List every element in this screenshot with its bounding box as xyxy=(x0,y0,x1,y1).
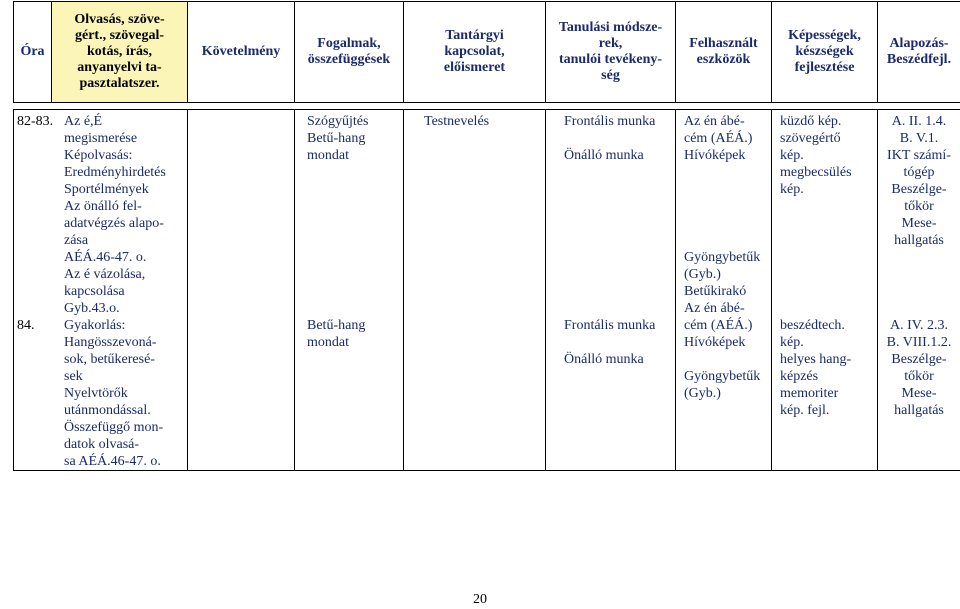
page-number: 20 xyxy=(473,592,487,607)
header-kovetelmeny: Követelmény xyxy=(188,2,295,103)
header-eszkozok: Felhasznált eszközök xyxy=(676,2,772,103)
header-ora: Óra xyxy=(14,2,52,103)
lesson-number-84: 84. xyxy=(17,318,35,333)
cell-tantargyi: Testnevelés xyxy=(404,110,546,471)
header-fogalmak: Fogalmak, összefüggések xyxy=(295,2,404,103)
header-row xyxy=(14,2,960,103)
header-modszerek: Tanulási módsze- rek, tanulói tevékeny- ség xyxy=(546,2,676,103)
lesson-row xyxy=(14,110,960,471)
header-kepessegek: Képességek, készségek fejlesztése xyxy=(772,2,878,103)
header-olvasas: Olvasás, szöve- gért., szövegal- kotás, írás, anyanyelvi ta- pasztalatszer. xyxy=(52,2,188,103)
cell-alapozas: A. II. 1.4. B. V.1. IKT számí- tógép Beszélge- tőkör Mese- hallgatás A. IV. 2.3. B. VIII.1.2. Beszélge- tőkör Mese- hallgatás xyxy=(878,110,960,471)
cell-modszerek: Frontális munka Önálló munka Frontális munka Önálló munka xyxy=(546,110,676,471)
cell-eszkozok: Az én ábé- cém (AÉÁ.) Hívóképek Gyöngybetűk (Gyb.) Betűkirakó Az én ábé- cém (AÉÁ.) Hívóképek Gyöngybetűk (Gyb.) xyxy=(676,110,772,471)
cell-ora-olvasas: 82-83. 84. Az é,É megismerése Képolvasás: Eredményhirdetés Sportélmények Az önálló fel- adatvégzés alapo- zása AÉÁ.46-47. o. Az é vázolása, kapcsolása Gyb.43.o. Gyakorlás: Hangösszevoná- sok, betűkeresé- sek Nyelvtörők utánmondással. Összefüggő mon- datok olvasá- sa AÉÁ.46-47. o. xyxy=(14,110,188,471)
cell-kepessegek: küzdő kép. szövegértő kép. megbecsülés kép. beszédtech. kép. helyes hang- képzés memoriter kép. fejl. xyxy=(772,110,878,471)
lesson-number-82-83: 82-83. xyxy=(17,114,54,129)
spacer-row xyxy=(14,103,960,110)
cell-fogalmak: Szógyűjtés Betű-hang mondat Betű-hang mondat xyxy=(295,110,404,471)
cell-kovetelmeny xyxy=(188,110,295,471)
header-tantargyi: Tantárgyi kapcsolat, előismeret xyxy=(404,2,546,103)
lesson-plan-table xyxy=(13,1,960,471)
header-alapozas: Alapozás- Beszédfejl. xyxy=(878,2,960,103)
